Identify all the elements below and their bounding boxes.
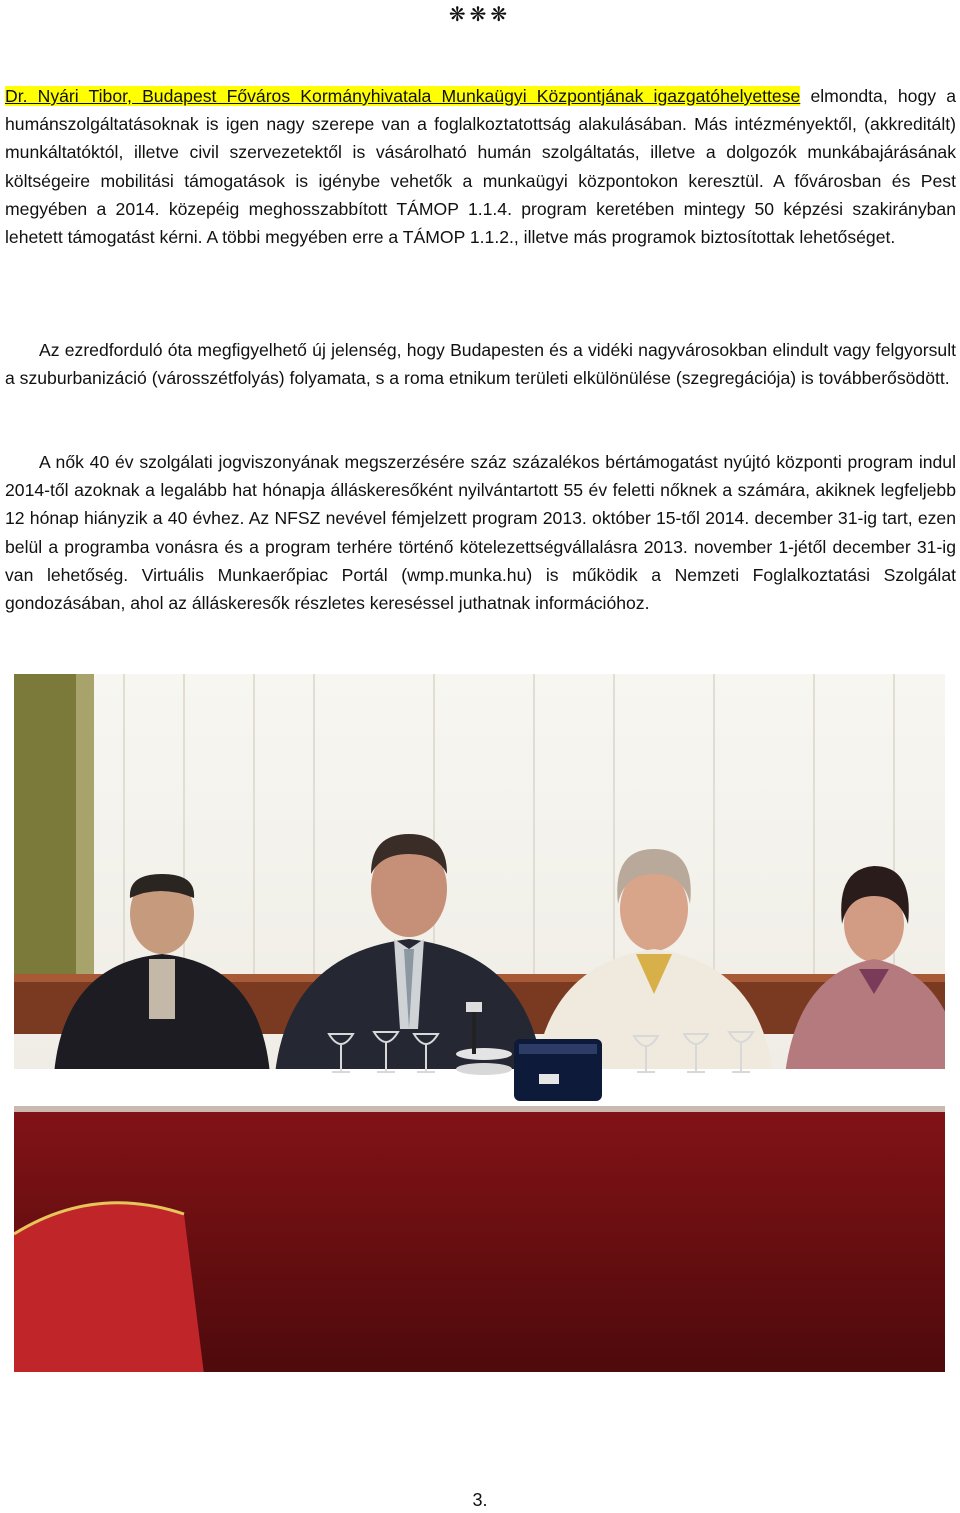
press-conference-photo <box>14 674 945 1372</box>
paragraph-3-text: A nők 40 év szolgálati jogviszonyának megszerzésére száz százalékos bértámogatást nyújtó központi program indul 2014-től azoknak a legalább hat hónapja álláskeresőként nyilvántartott 55 év feletti nőknek a számára, akiknek legfeljebb 12 hónap hiányzik a 40 évhez. Az NFSZ nevével fémjelzett program 2013. október 15-től 2014. december 31-ig tart, ezen belül a programba vonásra és a program terhére történő kötelezettségvállalásra 2013. november 1-jétől december 31-ig van lehetőség. Virtuális Munkaerőpiac Portál (wmp.munka.hu) is működik a Nemzeti Foglalkoztatási Szolgálat gondozásában, ahol az álláskeresők részletes kereséssel juthatnak információhoz. <box>5 452 956 614</box>
page-number: 3. <box>472 1490 488 1510</box>
paragraph-2-text: Az ezredforduló óta megfigyelhető új jelenség, hogy Budapesten és a vidéki nagyvárosokban elindult vagy felgyorsult a szuburbanizáció (városszétfolyás) folyamata, s a roma etnikum területi elkülönülése (szegregációja) is továbberősödött. <box>5 340 956 389</box>
highlighted-name: Dr. Nyári Tibor, Budapest Főváros Kormányhivatala Munkaügyi Központjának igazgatóhelyettese <box>5 86 801 106</box>
paragraph-2 <box>5 336 956 392</box>
ornament-divider: ❋❋❋ <box>448 2 512 26</box>
paragraph-3 <box>5 448 956 617</box>
paragraph-1-text: elmondta, hogy a humánszolgáltatásoknak is igen nagy szerepe van a foglalkoztatottság alakulásában. Más intézményektől, (akkreditált) munkáltatóktól, illetve civil szervezetektől is vásárolható humán szolgáltatás, illetve a dolgozók munkábajárásának költségeire mobilitási támogatások is igénybe vehetők a munkaügyi központokon keresztül. A fővárosban és Pest megyében a 2014. közepéig meghosszabbított TÁMOP 1.1.4. program keretében mintegy 50 képzési szakirányban lehetett támogatást kérni. A többi megyében erre a TÁMOP 1.1.2., illetve más programok biztosítottak lehetőséget. <box>5 86 956 248</box>
paragraph-1 <box>5 82 956 251</box>
photo-illustration <box>14 674 945 1372</box>
